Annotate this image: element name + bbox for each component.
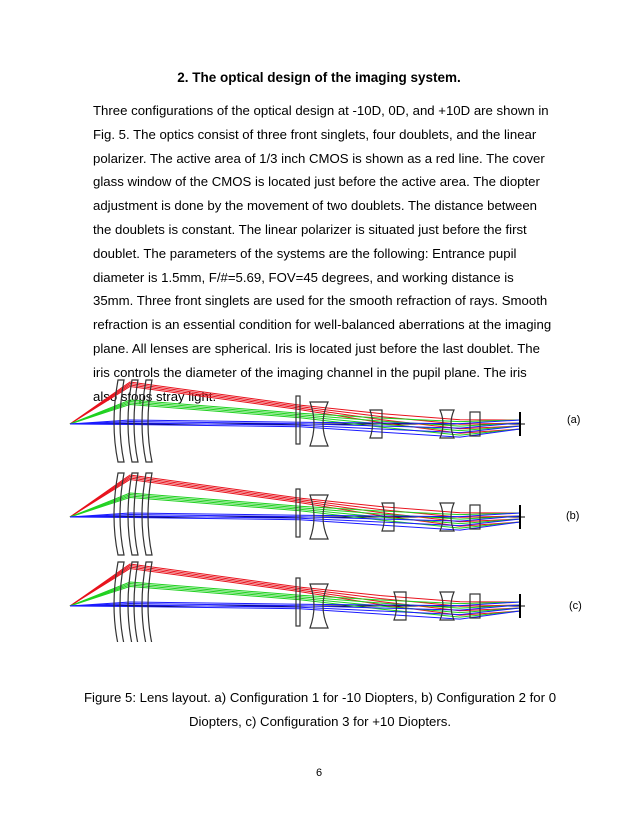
figure-caption: Figure 5: Lens layout. a) Configuration 1 for -10 Diopters, b) Configuration 2 for 0 Diopters, c) Configuration 3 for +10 Diopters. <box>83 690 557 729</box>
panel-label-c: (c) <box>569 600 582 612</box>
front-singlet <box>128 473 138 555</box>
section-heading: 2. The optical design of the imaging system. <box>177 70 461 85</box>
front-singlet <box>142 380 152 462</box>
lens-panel-b <box>70 473 525 555</box>
panel-label-a: (a) <box>567 414 581 426</box>
page-number: 6 <box>315 767 323 779</box>
front-singlet <box>128 380 138 462</box>
lens-panel-a <box>70 380 525 462</box>
front-singlet <box>142 473 152 555</box>
panel-label-b: (b) <box>566 510 580 522</box>
body-paragraph: Three configurations of the optical design at -10D, 0D, and +10D are shown in Fig. 5. The optics consist of three front singlets, four doublets, and the linear polarizer. The active area of 1/3 inch CMOS is shown as a red line. The cover glass window of the CMOS is located just before the active area. The diopter adjustment is done by the movement of two doublets. The distance between the doublets is constant. The linear polarizer is situated just before the first doublet. The parameters of the systems are the following: Entrance pupil diameter is 1.5mm, F/#=5.69, FOV=45 degrees, and working distance is 35mm. Three front singlets are used for the smooth refraction of rays. Smooth refraction is an essential condition for well-balanced aberrations at the imaging plane. All lenses are spherical. Iris is located just before the last doublet. The iris controls the diameter of the imaging channel in the pupil plane. The iris also stops stray light. <box>93 103 552 404</box>
linear-polarizer <box>296 396 300 444</box>
linear-polarizer <box>296 578 300 626</box>
lens-layout-figure <box>60 372 600 642</box>
lens-panel-c <box>70 562 525 642</box>
linear-polarizer <box>296 489 300 537</box>
